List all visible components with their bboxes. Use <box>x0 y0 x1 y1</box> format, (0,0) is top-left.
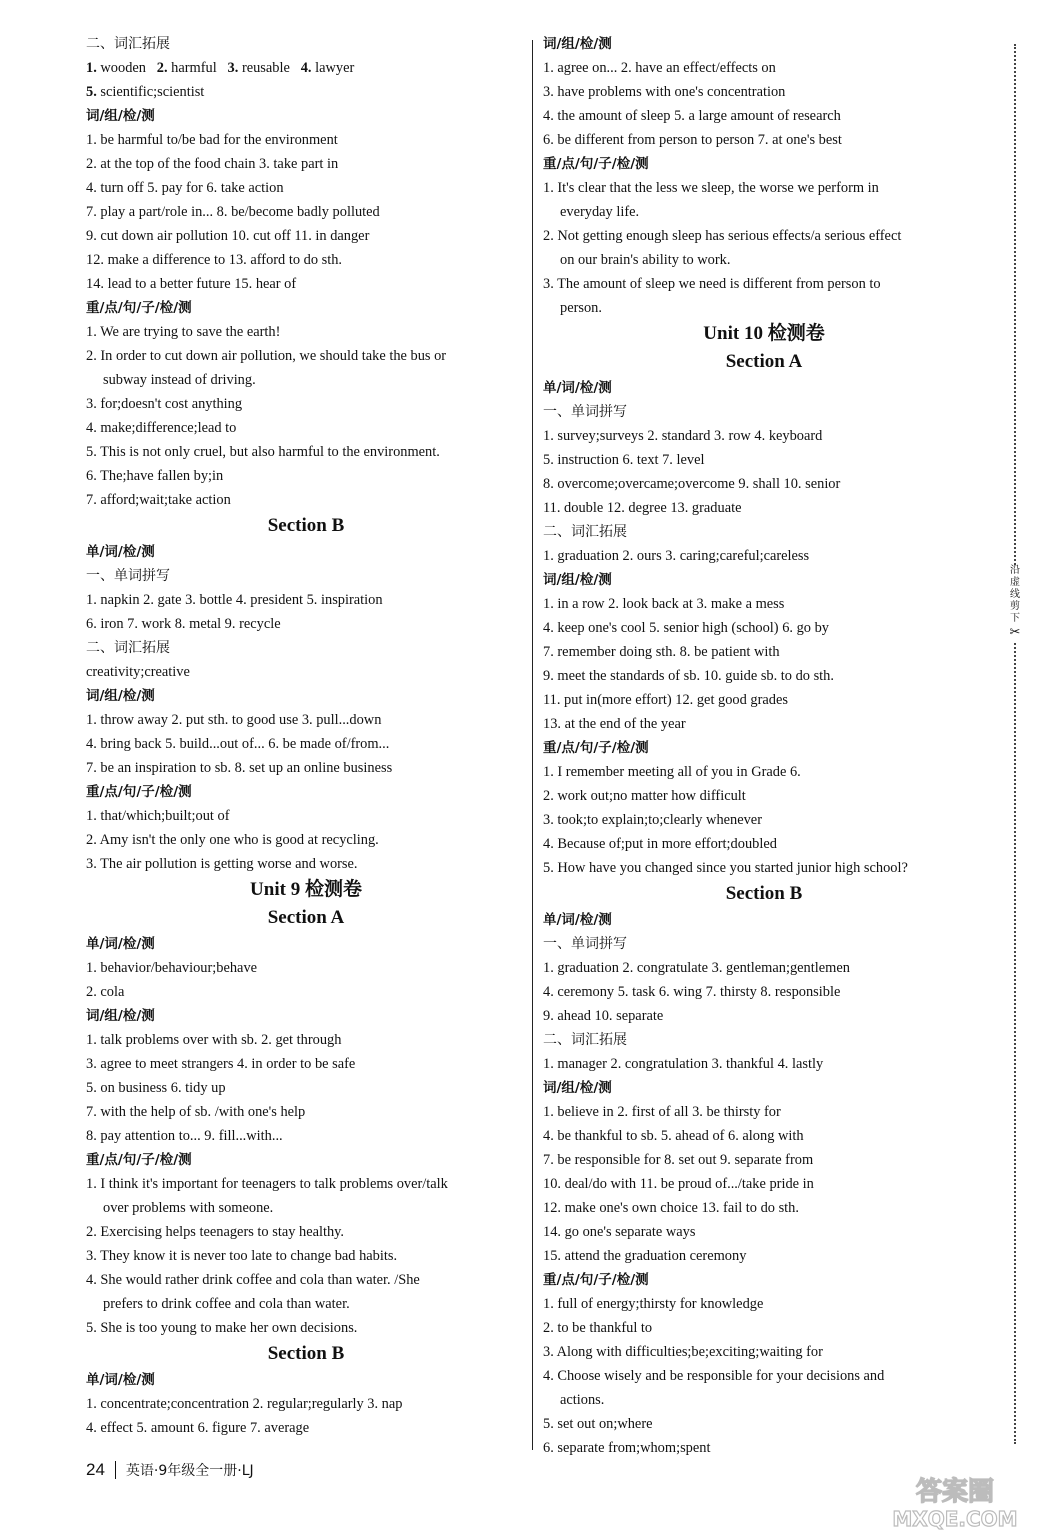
answer-line: 1. believe in 2. first of all 3. be thirsty for <box>543 1104 781 1120</box>
answer-line: 6. The;have fallen by;in <box>86 468 224 484</box>
cut-label <box>1006 565 1024 641</box>
answer-line: 5. on business 6. tidy up <box>86 1080 226 1096</box>
subsection-label: 重/点/句/子/检/测 <box>543 156 649 172</box>
answer-line: 11. put in(more effort) 12. get good grades <box>543 692 788 708</box>
answer-line: 3. agree to meet strangers 4. in order to be safe <box>86 1056 356 1072</box>
answer-line: 1. survey;surveys 2. standard 3. row 4. keyboard <box>543 428 823 444</box>
answer-line: 4. be thankful to sb. 5. ahead of 6. along with <box>543 1128 804 1144</box>
cut-label-char: 沿 <box>1010 565 1020 576</box>
subsection-label: 词/组/检/测 <box>543 36 612 52</box>
answer-line: 4. Because of;put in more effort;doubled <box>543 836 777 852</box>
answer-line: 1. in a row 2. look back at 3. make a mess <box>543 596 785 612</box>
answer-line: 1. I think it's important for teenagers to talk problems over/talk <box>86 1176 448 1192</box>
answer-line: 3. The air pollution is getting worse and worse. <box>86 856 358 872</box>
answer-line: 2. Exercising helps teenagers to stay healthy. <box>86 1224 345 1240</box>
answer-line-continued: over problems with someone. <box>103 1200 274 1216</box>
answer-line: 2. cola <box>86 984 125 1000</box>
answer-line: 5. This is not only cruel, but also harmful to the environment. <box>86 444 440 460</box>
answer-line: 1. I remember meeting all of you in Grade 6. <box>543 764 801 780</box>
answer-line: 4. keep one's cool 5. senior high (school) 6. go by <box>543 620 829 636</box>
answer-line: 1. It's clear that the less we sleep, the worse we perform in <box>543 180 879 196</box>
section-heading: 二、词汇拓展 <box>86 36 170 52</box>
answer-line: 3. for;doesn't cost anything <box>86 396 243 412</box>
answer-line: 7. remember doing sth. 8. be patient with <box>543 644 780 660</box>
subsection-label: 词/组/检/测 <box>86 688 155 704</box>
answer-line: 4. effect 5. amount 6. figure 7. average <box>86 1420 310 1436</box>
subsection-label: 单/词/检/测 <box>86 936 155 952</box>
answer-line: 9. ahead 10. separate <box>543 1008 664 1024</box>
answer-line-continued: everyday life. <box>560 204 640 220</box>
right-column <box>543 32 985 1460</box>
answer-line: 1. graduation 2. congratulate 3. gentleman;gentlemen <box>543 960 850 976</box>
cut-label-char: 线 <box>1010 589 1020 600</box>
answer-line: 4. the amount of sleep 5. a large amount of research <box>543 108 841 124</box>
answer-line: 2. Amy isn't the only one who is good at recycling. <box>86 832 379 848</box>
column-divider <box>532 40 533 1450</box>
answer-line: 2. at the top of the food chain 3. take part in <box>86 156 339 172</box>
answer-line: 10. deal/do with 11. be proud of.../take pride in <box>543 1176 814 1192</box>
subsection-label: 重/点/句/子/检/测 <box>86 784 192 800</box>
unit-title: Unit 10 检测卷 <box>703 323 825 344</box>
answer-line: 7. be an inspiration to sb. 8. set up an online business <box>86 760 393 776</box>
answer-line: 2. Not getting enough sleep has serious effects/a serious effect <box>543 228 902 244</box>
answer-line: 6. iron 7. work 8. metal 9. recycle <box>86 616 281 632</box>
section-title: Section B <box>267 515 345 536</box>
answer-line: 6. separate from;whom;spent <box>543 1440 711 1456</box>
subsection-label: 重/点/句/子/检/测 <box>543 1272 649 1288</box>
answer-line: 2. In order to cut down air pollution, we should take the bus or <box>86 348 447 364</box>
answer-line: 12. make one's own choice 13. fail to do sth. <box>543 1200 799 1216</box>
answer-line: 7. with the help of sb. /with one's help <box>86 1104 306 1120</box>
cut-label-char: 下 <box>1010 613 1020 624</box>
answer-line: 14. go one's separate ways <box>543 1224 696 1240</box>
section-title: Section B <box>267 1343 345 1364</box>
answer-line: 1. concentrate;concentration 2. regular;regularly 3. nap <box>86 1396 403 1412</box>
answer-line: 5. set out on;where <box>543 1416 653 1432</box>
subsection-label: 词/组/检/测 <box>86 1008 155 1024</box>
answer-line-continued: subway instead of driving. <box>103 372 256 388</box>
answer-line: 9. cut down air pollution 10. cut off 11. in danger <box>86 228 370 244</box>
footer-separator <box>115 1461 116 1479</box>
subsection-label: 单/词/检/测 <box>86 1372 155 1388</box>
answer-line: 7. afford;wait;take action <box>86 492 231 508</box>
answer-line: 4. Choose wisely and be responsible for your decisions and <box>543 1368 885 1384</box>
answer-line-continued: actions. <box>560 1392 605 1408</box>
answer-line: 4. make;difference;lead to <box>86 420 237 436</box>
answer-line: 5. How have you changed since you started junior high school? <box>543 860 908 876</box>
answer-line: 1. be harmful to/be bad for the environment <box>86 132 338 148</box>
section-heading: 一、单词拼写 <box>86 568 170 584</box>
answer-line: 1. graduation 2. ours 3. caring;careful;careless <box>543 548 810 564</box>
answer-line: 6. be different from person to person 7. at one's best <box>543 132 842 148</box>
cut-line <box>1014 44 1018 1444</box>
answer-line: 1. wooden 2. harmful 3. reusable 4. lawyer <box>86 60 355 76</box>
section-title: Section A <box>267 907 345 928</box>
book-title: 英语·9年级全一册·LJ <box>125 1463 254 1479</box>
answer-line: 1. behavior/behaviour;behave <box>86 960 258 976</box>
answer-line: 1. talk problems over with sb. 2. get through <box>86 1032 342 1048</box>
subsection-label: 词/组/检/测 <box>86 108 155 124</box>
answer-line-continued: person. <box>560 300 602 316</box>
answer-line: 7. be responsible for 8. set out 9. separate from <box>543 1152 814 1168</box>
answer-line: 1. agree on... 2. have an effect/effects on <box>543 60 776 76</box>
answer-line: 2. to be thankful to <box>543 1320 653 1336</box>
answer-line: 1. full of energy;thirsty for knowledge <box>543 1296 764 1312</box>
answer-line: 2. work out;no matter how difficult <box>543 788 746 804</box>
section-heading: 二、词汇拓展 <box>86 640 170 656</box>
subsection-label: 词/组/检/测 <box>543 1080 612 1096</box>
answer-line: 4. ceremony 5. task 6. wing 7. thirsty 8. responsible <box>543 984 841 1000</box>
subsection-label: 单/词/检/测 <box>543 912 612 928</box>
answer-line: 4. turn off 5. pay for 6. take action <box>86 180 284 196</box>
unit-title: Unit 9 检测卷 <box>250 879 362 900</box>
answer-line: 9. meet the standards of sb. 10. guide sb. to do sth. <box>543 668 834 684</box>
answer-line: 1. that/which;built;out of <box>86 808 230 824</box>
answer-line: 5. instruction 6. text 7. level <box>543 452 705 468</box>
answer-line: 1. napkin 2. gate 3. bottle 4. president 5. inspiration <box>86 592 383 608</box>
section-heading: 一、单词拼写 <box>543 404 627 420</box>
answer-line: 8. pay attention to... 9. fill...with... <box>86 1128 283 1144</box>
answer-line: 3. have problems with one's concentration <box>543 84 786 100</box>
answer-line: 4. She would rather drink coffee and cola than water. /She <box>86 1272 420 1288</box>
section-title: Section B <box>725 883 803 904</box>
answer-line: 5. She is too young to make her own decisions. <box>86 1320 358 1336</box>
answer-line: 5. scientific;scientist <box>86 84 205 100</box>
answer-line: 1. throw away 2. put sth. to good use 3. pull...down <box>86 712 382 728</box>
answer-line: 14. lead to a better future 15. hear of <box>86 276 297 292</box>
watermark-text-en: MXQE.COM <box>892 1507 1018 1530</box>
subsection-label: 单/词/检/测 <box>543 380 612 396</box>
scissors-icon: ✂ <box>1009 625 1021 640</box>
section-heading: 二、词汇拓展 <box>543 524 627 540</box>
subsection-label: 词/组/检/测 <box>543 572 612 588</box>
section-title: Section A <box>725 351 803 372</box>
left-column <box>86 32 526 1440</box>
answer-line: 7. play a part/role in... 8. be/become badly polluted <box>86 204 380 220</box>
answer-line-continued: prefers to drink coffee and cola than water. <box>103 1296 350 1312</box>
subsection-label: 重/点/句/子/检/测 <box>543 740 649 756</box>
answer-line: 3. The amount of sleep we need is different from person to <box>543 276 881 292</box>
section-heading: 一、单词拼写 <box>543 936 627 952</box>
cut-label-char: 剪 <box>1010 601 1020 612</box>
answer-line: 8. overcome;overcame;overcome 9. shall 10. senior <box>543 476 841 492</box>
section-heading: 二、词汇拓展 <box>543 1032 627 1048</box>
page-number: 24 <box>86 1460 105 1479</box>
page-footer <box>86 1460 254 1480</box>
answer-line: 11. double 12. degree 13. graduate <box>543 500 742 516</box>
answer-line: 1. manager 2. congratulation 3. thankful 4. lastly <box>543 1056 824 1072</box>
subsection-label: 重/点/句/子/检/测 <box>86 300 192 316</box>
answer-line: 15. attend the graduation ceremony <box>543 1248 747 1264</box>
watermark-logo <box>870 1470 1040 1530</box>
answer-line: 3. took;to explain;to;clearly whenever <box>543 812 762 828</box>
cut-label-text <box>1006 565 1024 625</box>
answer-line: 3. Along with difficulties;be;exciting;waiting for <box>543 1344 823 1360</box>
answer-line: 12. make a difference to 13. afford to do sth. <box>86 252 343 268</box>
cut-label-char: 虚 <box>1010 577 1020 588</box>
subsection-label: 单/词/检/测 <box>86 544 155 560</box>
watermark-text-cn: 答案圈 <box>915 1477 995 1507</box>
answer-line: 13. at the end of the year <box>543 716 686 732</box>
answer-line: 1. We are trying to save the earth! <box>86 324 281 340</box>
answer-line-continued: on our brain's ability to work. <box>560 252 731 268</box>
answer-line: 3. They know it is never too late to change bad habits. <box>86 1248 398 1264</box>
answer-line: creativity;creative <box>86 664 190 680</box>
answer-line: 4. bring back 5. build...out of... 6. be made of/from... <box>86 736 390 752</box>
subsection-label: 重/点/句/子/检/测 <box>86 1152 192 1168</box>
